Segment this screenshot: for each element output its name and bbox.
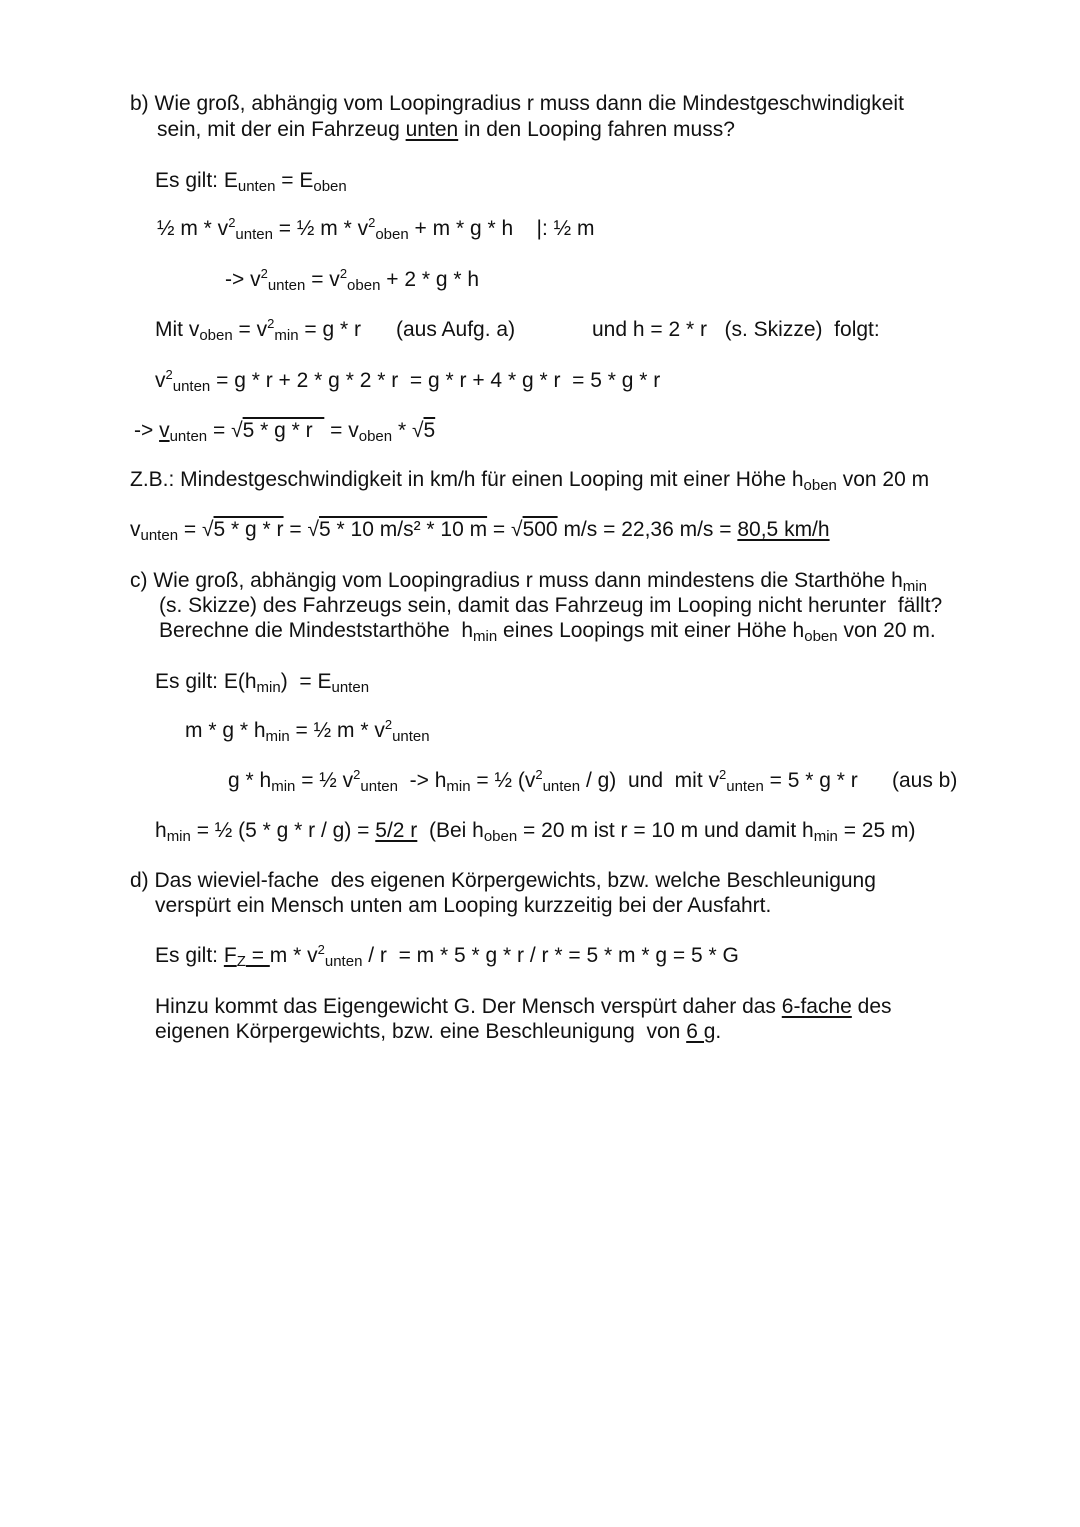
conclusion-line-1: Hinzu kommt das Eigengewicht G. Der Mensch verspürt daher das 6-fache des — [155, 995, 892, 1018]
conclusion-line-2: eigenen Körpergewichts, bzw. eine Beschleunigung von 6 g. — [155, 1020, 722, 1043]
equation-v-unten-result: -> $v_{unten} = √5 * g * r = v_{oben} * √5$ — [134, 419, 436, 445]
question-b-line-1: b) Wie groß, abhängig vom Loopingradius r muss dann die Mindestgeschwindigkeit — [130, 92, 904, 115]
question-d-line-2: verspürt ein Mensch unten am Looping kurzzeitig bei der Ausfahrt. — [155, 894, 772, 917]
equation-h-min-result: $h_{min}$ = ½ (5 * g * r / g) = 5/2 r (Bei $h_{oben} = 20$ m ist r = 10 m und damit $h_{min} = 25$ m) — [155, 819, 916, 845]
question-b-line-2: sein, mit der ein Fahrzeug unten in den Looping fahren muss? — [157, 118, 735, 141]
equation-v-unten-squared: -> $v^2_{unten} = v^2_{oben} + 2 * g * h$ — [225, 266, 480, 294]
example-calculation: $v_{unten} = √5 * g * r = √5 * 10$ m/s² * 10 m = √500 m/s = 22,36 m/s = 80,5 km/h — [130, 518, 830, 544]
equation-potential-energy: m * g * $h_{min}$ = ½ m * $v^2_{unten}$ — [185, 717, 430, 745]
question-c-line-2: (s. Skizze) des Fahrzeugs sein, damit das Fahrzeug im Looping nicht herunter fällt? — [159, 594, 943, 617]
question-d-line-1: d) Das wieviel-fache des eigenen Körpergewichts, bzw. welche Beschleunigung — [130, 869, 876, 892]
equation-energy-b: Es gilt: $E_{unten} = E_{oben}$ — [155, 169, 347, 195]
reference-aus-b: (aus b) — [892, 769, 958, 792]
question-c-line-1: c) Wie groß, abhängig vom Loopingradius r muss dann mindestens die Starthöhe $h_{min}$ — [130, 569, 927, 595]
equation-h-min: g * $h_{min}$ = ½ $v^2_{unten} -> h_{min}$ = ½ $(v^2_{unten} / g)$ und mit $v^2_{unten} = 5 * g * r$ — [228, 767, 858, 795]
equation-v-oben: Mit $v_{oben} = v^2_{min} = g * r$ (aus Aufg. a) — [155, 316, 516, 344]
equation-height-relation: und h = 2 * r (s. Skizze) folgt: — [592, 318, 880, 341]
question-c-line-3: Berechne die Mindeststarthöhe $h_{min}$ eines Loopings mit einer Höhe $h_{oben}$ von 20 m. — [159, 619, 936, 645]
equation-centripetal-force: Es gilt: $F_Z = m * v^2_{unten} / r = m * 5 * g * r / r$ * = 5 * m * g = 5 * G — [155, 942, 739, 970]
equation-energy-c: Es gilt: $E(h_{min}) = E_{unten}$ — [155, 670, 370, 696]
example-text: Z.B.: Mindestgeschwindigkeit in km/h für einen Looping mit einer Höhe $h_{oben}$ von 20 m — [130, 468, 930, 494]
equation-kinetic-energy: ½ m * $v^2_{unten}$ = ½ $m * v^2_{oben} + m * g * h$ |: ½ m — [157, 215, 595, 243]
equation-v-unten-expanded: $v^2_{unten} = g * r + 2 * g * 2 * r = g * r + 4 * g * r = 5 * g * r$ — [155, 367, 661, 395]
